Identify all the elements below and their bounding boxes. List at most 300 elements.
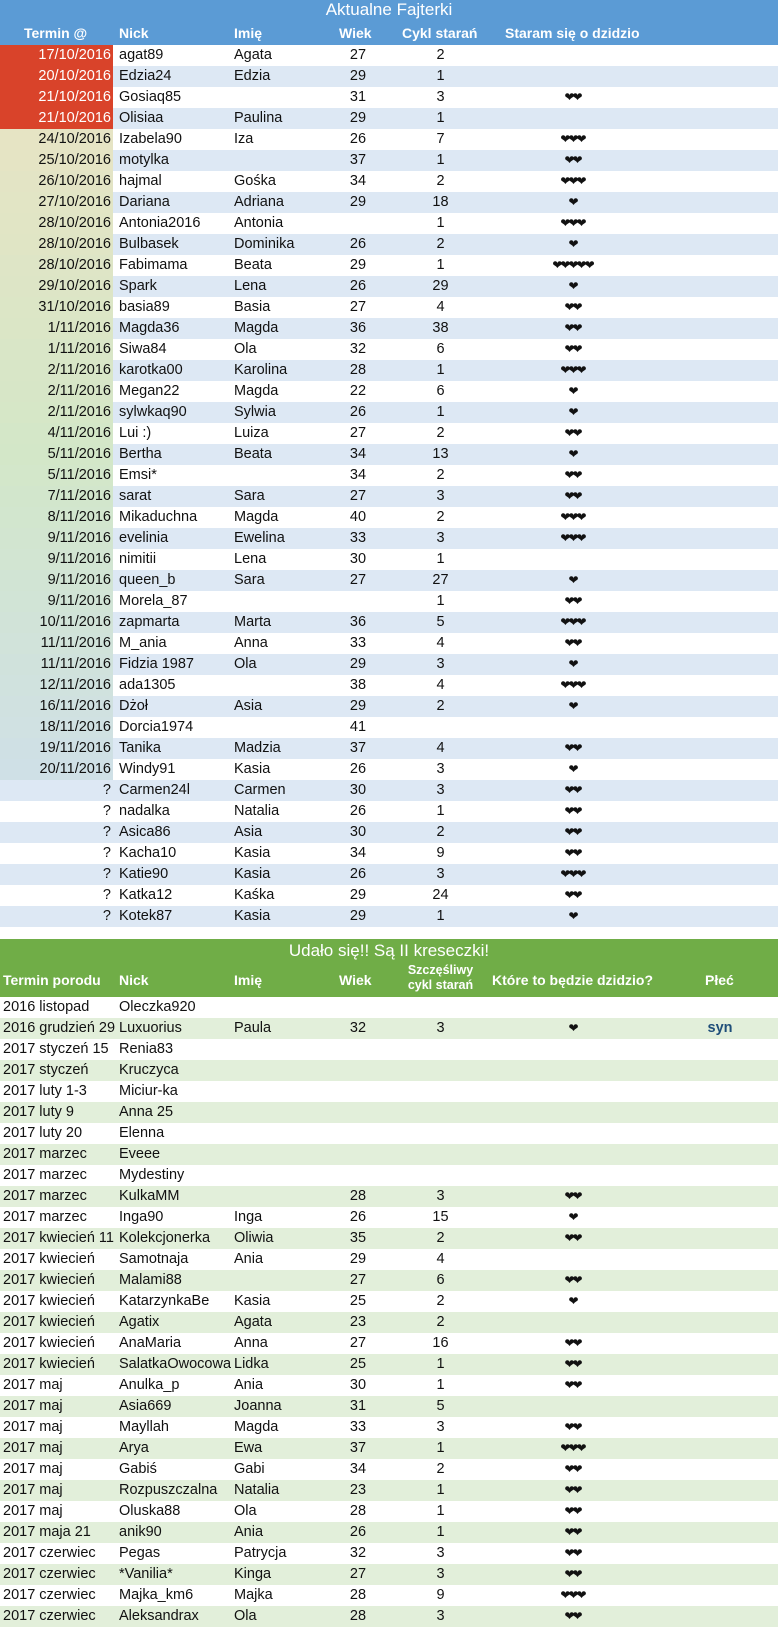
- cykl-cell: 27: [432, 572, 449, 588]
- nick-cell: Anulka_p: [119, 1377, 180, 1393]
- plec-cell: [680, 1039, 760, 1060]
- table-row: [0, 66, 778, 87]
- wiek-cell: 29: [349, 1251, 367, 1267]
- table-row: [0, 864, 778, 885]
- termin-cell: 19/11/2016: [0, 738, 113, 759]
- termin-cell: ?: [102, 845, 111, 861]
- nick-cell: Majka_km6: [119, 1587, 194, 1603]
- wiek-cell: 26: [349, 866, 367, 882]
- table-row: [0, 255, 778, 276]
- imie-cell: Antonia: [234, 215, 284, 231]
- nick-cell: Emsi*: [119, 467, 157, 483]
- plec-cell: [680, 1333, 760, 1354]
- hearts-rating: ❤❤❤: [560, 1441, 585, 1455]
- plec-cell: [680, 1312, 760, 1333]
- table-row: [0, 997, 778, 1018]
- wiek-cell: 29: [349, 257, 367, 273]
- wiek-cell: 27: [349, 47, 367, 63]
- termin-cell: 16/11/2016: [0, 696, 113, 717]
- hearts-rating: ❤❤❤: [560, 867, 585, 881]
- cykl-cell: [403, 1081, 478, 1102]
- imie-cell: [234, 591, 334, 612]
- imie-cell: Ewelina: [234, 530, 285, 546]
- wiek-cell: 34: [349, 1461, 367, 1477]
- hearts-rating: ❤❤: [564, 1357, 581, 1371]
- hearts-rating: ❤❤: [564, 342, 581, 356]
- plec-cell: [680, 997, 760, 1018]
- nick-cell: Eveee: [119, 1146, 161, 1162]
- imie-cell: Joanna: [234, 1398, 282, 1414]
- imie-cell: Majka: [234, 1587, 273, 1603]
- cykl-cell: 2: [436, 1314, 445, 1330]
- termin-cell: 21/10/2016: [0, 87, 113, 108]
- wiek-cell: 28: [349, 362, 367, 378]
- termin-cell: 28/10/2016: [0, 255, 113, 276]
- wiek-cell: 37: [349, 152, 367, 168]
- header-imie: Imię: [234, 972, 263, 988]
- table-row: [0, 234, 778, 255]
- termin-porodu-cell: 2017 maj: [3, 1503, 63, 1519]
- cykl-cell: [403, 717, 478, 738]
- imie-cell: Adriana: [234, 194, 284, 210]
- nick-cell: sarat: [119, 488, 152, 504]
- table-row: [0, 717, 778, 738]
- hearts-rating: ❤❤: [564, 1378, 581, 1392]
- imie-cell: Magda: [234, 509, 279, 525]
- cykl-cell: 6: [436, 383, 445, 399]
- wiek-cell: 26: [349, 404, 367, 420]
- table-row: [0, 297, 778, 318]
- nick-cell: Magda36: [119, 320, 180, 336]
- nick-cell: zapmarta: [119, 614, 180, 630]
- termin-porodu-cell: 2017 kwiecień: [3, 1272, 95, 1288]
- termin-cell: 9/11/2016: [0, 528, 113, 549]
- table-row: [0, 150, 778, 171]
- imie-cell: [234, 87, 334, 108]
- termin-porodu-cell: 2017 maj: [3, 1377, 63, 1393]
- cykl-cell: 2: [436, 173, 445, 189]
- termin-cell: 11/11/2016: [0, 633, 113, 654]
- table-row: [0, 45, 778, 66]
- termin-porodu-cell: 2017 luty 9: [3, 1104, 74, 1120]
- imie-cell: Iza: [234, 131, 254, 147]
- hearts-rating: ❤❤: [564, 1420, 581, 1434]
- hearts-rating: [515, 1144, 630, 1165]
- nick-cell: motylka: [119, 152, 169, 168]
- wiek-cell: 29: [349, 194, 367, 210]
- imie-cell: Ola: [234, 1608, 257, 1624]
- nick-cell: Antonia2016: [119, 215, 201, 231]
- termin-cell: 29/10/2016: [0, 276, 113, 297]
- table-row: [0, 654, 778, 675]
- imie-cell: Ania: [234, 1377, 264, 1393]
- plec-cell: [680, 1459, 760, 1480]
- wiek-cell: 29: [349, 68, 367, 84]
- wiek-cell: 33: [349, 635, 367, 651]
- cykl-cell: 1: [436, 110, 445, 126]
- cykl-cell: 16: [432, 1335, 449, 1351]
- wiek-cell: 25: [349, 1293, 367, 1309]
- table-row: [0, 171, 778, 192]
- nick-cell: Kotek87: [119, 908, 173, 924]
- imie-cell: Ola: [234, 656, 257, 672]
- cykl-cell: [403, 1123, 478, 1144]
- cykl-cell: 1: [436, 803, 445, 819]
- wiek-cell: [334, 1060, 382, 1081]
- nick-cell: Edzia24: [119, 68, 172, 84]
- table-row: [0, 1564, 778, 1585]
- termin-cell: 12/11/2016: [0, 675, 113, 696]
- plec-cell: [680, 1060, 760, 1081]
- termin-porodu-cell: 2017 styczeń: [3, 1062, 89, 1078]
- cykl-cell: 2: [436, 47, 445, 63]
- wiek-cell: 27: [349, 1335, 367, 1351]
- hearts-rating: ❤❤: [564, 1483, 581, 1497]
- nick-cell: evelinia: [119, 530, 169, 546]
- table-row: [0, 465, 778, 486]
- imie-cell: Sylwia: [234, 404, 276, 420]
- nick-cell: Izabela90: [119, 131, 182, 147]
- nick-cell: Fabimama: [119, 257, 188, 273]
- hearts-rating: ❤: [568, 447, 577, 461]
- termin-cell: 2/11/2016: [0, 360, 113, 381]
- header-imie: Imię: [234, 25, 263, 41]
- wiek-cell: 37: [349, 740, 367, 756]
- nick-cell: karotka00: [119, 362, 183, 378]
- plec-cell: [680, 1375, 760, 1396]
- plec-cell: [680, 1228, 760, 1249]
- hearts-rating: [515, 45, 630, 66]
- table-row: [0, 108, 778, 129]
- nick-cell: Katie90: [119, 866, 169, 882]
- hearts-rating: ❤❤: [564, 846, 581, 860]
- nick-cell: Oleczka920: [119, 999, 196, 1015]
- wiek-cell: 36: [349, 614, 367, 630]
- cykl-cell: 1: [436, 1482, 445, 1498]
- termin-porodu-cell: 2017 marzec: [3, 1167, 87, 1183]
- wiek-cell: 27: [349, 572, 367, 588]
- cykl-cell: 3: [436, 530, 445, 546]
- imie-cell: Gabi: [234, 1461, 265, 1477]
- wiek-cell: 34: [349, 446, 367, 462]
- wiek-cell: 27: [349, 1566, 367, 1582]
- table-row: [0, 759, 778, 780]
- table-row: [0, 129, 778, 150]
- hearts-rating: ❤❤❤: [560, 174, 585, 188]
- imie-cell: [234, 1060, 334, 1081]
- hearts-rating: ❤❤: [564, 426, 581, 440]
- cykl-cell: 4: [436, 677, 445, 693]
- termin-cell: 1/11/2016: [0, 318, 113, 339]
- plec-cell: [680, 1606, 760, 1627]
- section2-table: [0, 997, 778, 1627]
- termin-porodu-cell: 2017 kwiecień: [3, 1314, 95, 1330]
- wiek-cell: 26: [349, 761, 367, 777]
- wiek-cell: 40: [349, 509, 367, 525]
- hearts-rating: ❤❤: [564, 825, 581, 839]
- table-row: [0, 1375, 778, 1396]
- wiek-cell: 33: [349, 530, 367, 546]
- imie-cell: [234, 1165, 334, 1186]
- hearts-rating: [515, 717, 630, 738]
- plec-cell: [680, 1270, 760, 1291]
- imie-cell: Beata: [234, 446, 272, 462]
- cykl-cell: 3: [436, 656, 445, 672]
- imie-cell: Kasia: [234, 1293, 271, 1309]
- nick-cell: Anna 25: [119, 1104, 174, 1120]
- nick-cell: Bulbasek: [119, 236, 179, 252]
- section1-title: Aktualne Fajterki: [0, 0, 778, 22]
- nick-cell: Megan22: [119, 383, 180, 399]
- cykl-cell: 3: [436, 866, 445, 882]
- wiek-cell: 28: [349, 1587, 367, 1603]
- termin-porodu-cell: 2017 czerwiec: [3, 1587, 96, 1603]
- wiek-cell: [334, 1039, 382, 1060]
- nick-cell: Mydestiny: [119, 1167, 185, 1183]
- nick-cell: queen_b: [119, 572, 176, 588]
- table-row: [0, 360, 778, 381]
- termin-cell: 9/11/2016: [0, 570, 113, 591]
- plec-cell: [680, 1417, 760, 1438]
- wiek-cell: 28: [349, 1608, 367, 1624]
- nick-cell: basia89: [119, 299, 170, 315]
- imie-cell: [234, 997, 334, 1018]
- hearts-rating: [515, 1123, 630, 1144]
- table-row: [0, 1018, 778, 1039]
- wiek-cell: [334, 591, 382, 612]
- header-nick: Nick: [119, 972, 149, 988]
- imie-cell: Lena: [234, 551, 267, 567]
- table-row: [0, 570, 778, 591]
- nick-cell: anik90: [119, 1524, 162, 1540]
- termin-porodu-cell: 2017 maj: [3, 1440, 63, 1456]
- imie-cell: [234, 717, 334, 738]
- table-row: [0, 885, 778, 906]
- hearts-rating: ❤: [568, 195, 577, 209]
- header-wiek: Wiek: [339, 25, 372, 41]
- plec-cell: [680, 1102, 760, 1123]
- hearts-rating: ❤: [568, 909, 577, 923]
- imie-cell: Luiza: [234, 425, 269, 441]
- termin-cell: ?: [102, 887, 111, 903]
- nick-cell: Asica86: [119, 824, 171, 840]
- termin-porodu-cell: 2017 maja 21: [3, 1524, 91, 1540]
- imie-cell: Kinga: [234, 1566, 272, 1582]
- table-row: [0, 1102, 778, 1123]
- table-row: [0, 1459, 778, 1480]
- nick-cell: Pegas: [119, 1545, 161, 1561]
- termin-cell: 24/10/2016: [0, 129, 113, 150]
- plec-cell: [680, 1165, 760, 1186]
- cykl-cell: 3: [436, 488, 445, 504]
- cykl-cell: 1: [436, 1377, 445, 1393]
- imie-cell: Madzia: [234, 740, 281, 756]
- hearts-rating: ❤: [568, 405, 577, 419]
- imie-cell: Gośka: [234, 173, 276, 189]
- table-row: [0, 1480, 778, 1501]
- imie-cell: Sara: [234, 488, 265, 504]
- termin-porodu-cell: 2016 grudzień 29: [3, 1020, 116, 1036]
- wiek-cell: 23: [349, 1314, 367, 1330]
- termin-porodu-cell: 2017 marzec: [3, 1146, 87, 1162]
- nick-cell: Lui :): [119, 425, 152, 441]
- hearts-rating: ❤❤: [564, 1525, 581, 1539]
- plec-cell: [680, 1291, 760, 1312]
- hearts-rating: ❤: [568, 1021, 577, 1035]
- hearts-rating: ❤: [568, 657, 577, 671]
- hearts-rating: ❤❤: [564, 804, 581, 818]
- table-row: [0, 1291, 778, 1312]
- imie-cell: [234, 1123, 334, 1144]
- plec-cell: [680, 1123, 760, 1144]
- cykl-cell: 5: [436, 614, 445, 630]
- table-row: [0, 1417, 778, 1438]
- table-row: [0, 738, 778, 759]
- cykl-cell: [403, 1144, 478, 1165]
- header-nick: Nick: [119, 25, 149, 41]
- nick-cell: Agatix: [119, 1314, 160, 1330]
- wiek-cell: 32: [349, 1545, 367, 1561]
- wiek-cell: [334, 213, 382, 234]
- hearts-rating: ❤❤❤❤❤: [552, 258, 593, 272]
- nick-cell: AnaMaria: [119, 1335, 182, 1351]
- imie-cell: [234, 1102, 334, 1123]
- imie-cell: Anna: [234, 1335, 268, 1351]
- table-row: [0, 444, 778, 465]
- header-wiek: Wiek: [339, 972, 372, 988]
- nick-cell: Windy91: [119, 761, 176, 777]
- wiek-cell: 38: [349, 677, 367, 693]
- imie-cell: Agata: [234, 1314, 272, 1330]
- plec-cell: [680, 1564, 760, 1585]
- cykl-cell: 5: [436, 1398, 445, 1414]
- imie-cell: [234, 150, 334, 171]
- hearts-rating: ❤❤: [564, 1609, 581, 1623]
- wiek-cell: 26: [349, 236, 367, 252]
- imie-cell: Natalia: [234, 803, 280, 819]
- imie-cell: Ola: [234, 341, 257, 357]
- hearts-rating: [515, 66, 630, 87]
- imie-cell: Oliwia: [234, 1230, 274, 1246]
- imie-cell: Kaśka: [234, 887, 275, 903]
- wiek-cell: 30: [349, 824, 367, 840]
- hearts-rating: ❤❤: [564, 1462, 581, 1476]
- plec-cell: [680, 1144, 760, 1165]
- table-row: [0, 1543, 778, 1564]
- plec-cell: [680, 1522, 760, 1543]
- hearts-rating: ❤❤❤: [560, 216, 585, 230]
- imie-cell: [234, 1144, 334, 1165]
- termin-porodu-cell: 2017 czerwiec: [3, 1608, 96, 1624]
- imie-cell: [234, 1186, 334, 1207]
- cykl-cell: 3: [436, 782, 445, 798]
- termin-cell: 8/11/2016: [0, 507, 113, 528]
- nick-cell: Spark: [119, 278, 157, 294]
- imie-cell: Magda: [234, 383, 279, 399]
- imie-cell: Agata: [234, 47, 272, 63]
- table-row: [0, 1438, 778, 1459]
- wiek-cell: 31: [349, 1398, 367, 1414]
- wiek-cell: 29: [349, 887, 367, 903]
- nick-cell: Renia83: [119, 1041, 174, 1057]
- hearts-rating: [515, 1312, 630, 1333]
- header-plec: Płeć: [705, 972, 734, 988]
- plec-cell: [680, 1438, 760, 1459]
- cykl-cell: 1: [436, 551, 445, 567]
- cykl-cell: 1: [436, 152, 445, 168]
- table-row: [0, 1228, 778, 1249]
- imie-cell: Basia: [234, 299, 271, 315]
- imie-cell: Paulina: [234, 110, 283, 126]
- imie-cell: Kasia: [234, 866, 271, 882]
- table-row: [0, 318, 778, 339]
- table-row: [0, 1039, 778, 1060]
- cykl-cell: 1: [436, 593, 445, 609]
- wiek-cell: [334, 1081, 382, 1102]
- termin-cell: 1/11/2016: [0, 339, 113, 360]
- imie-cell: Ola: [234, 1503, 257, 1519]
- table-row: [0, 1081, 778, 1102]
- table-row: [0, 612, 778, 633]
- hearts-rating: ❤❤: [564, 1546, 581, 1560]
- nick-cell: Mikaduchna: [119, 509, 198, 525]
- table-row: [0, 906, 778, 927]
- cykl-cell: 2: [436, 236, 445, 252]
- nick-cell: nadalka: [119, 803, 170, 819]
- hearts-rating: ❤❤: [564, 1189, 581, 1203]
- wiek-cell: 29: [349, 110, 367, 126]
- imie-cell: [234, 1039, 334, 1060]
- termin-cell: 2/11/2016: [0, 381, 113, 402]
- table-row: [0, 1585, 778, 1606]
- header-cykl: Cykl starań: [402, 25, 478, 41]
- cykl-cell: 1: [436, 1440, 445, 1456]
- cykl-cell: 1: [436, 1503, 445, 1519]
- wiek-cell: 33: [349, 1419, 367, 1435]
- cykl-cell: 3: [436, 1608, 445, 1624]
- nick-cell: Dorcia1974: [119, 719, 194, 735]
- wiek-cell: 30: [349, 551, 367, 567]
- hearts-rating: ❤: [568, 237, 577, 251]
- cykl-cell: 1: [436, 362, 445, 378]
- imie-cell: Sara: [234, 572, 265, 588]
- nick-cell: Gosiaq85: [119, 89, 182, 105]
- hearts-rating: ❤: [568, 279, 577, 293]
- termin-cell: 20/10/2016: [0, 66, 113, 87]
- hearts-rating: ❤❤: [564, 1273, 581, 1287]
- wiek-cell: 41: [349, 719, 367, 735]
- nick-cell: KulkaMM: [119, 1188, 180, 1204]
- plec-cell: [680, 1249, 760, 1270]
- hearts-rating: ❤❤❤: [560, 363, 585, 377]
- table-row: [0, 1333, 778, 1354]
- table-row: [0, 507, 778, 528]
- imie-cell: Kasia: [234, 845, 271, 861]
- imie-cell: Asia: [234, 824, 263, 840]
- imie-cell: Marta: [234, 614, 272, 630]
- header-ktore-dzidzio: Które to będzie dzidzio?: [492, 972, 653, 988]
- table-row: [0, 822, 778, 843]
- hearts-rating: ❤❤: [564, 594, 581, 608]
- nick-cell: Malami88: [119, 1272, 182, 1288]
- nick-cell: Morela_87: [119, 593, 188, 609]
- wiek-cell: [334, 1165, 382, 1186]
- hearts-rating: ❤❤❤: [560, 132, 585, 146]
- wiek-cell: 26: [349, 278, 367, 294]
- hearts-rating: [515, 1396, 630, 1417]
- wiek-cell: 26: [349, 1209, 367, 1225]
- cykl-cell: 1: [436, 68, 445, 84]
